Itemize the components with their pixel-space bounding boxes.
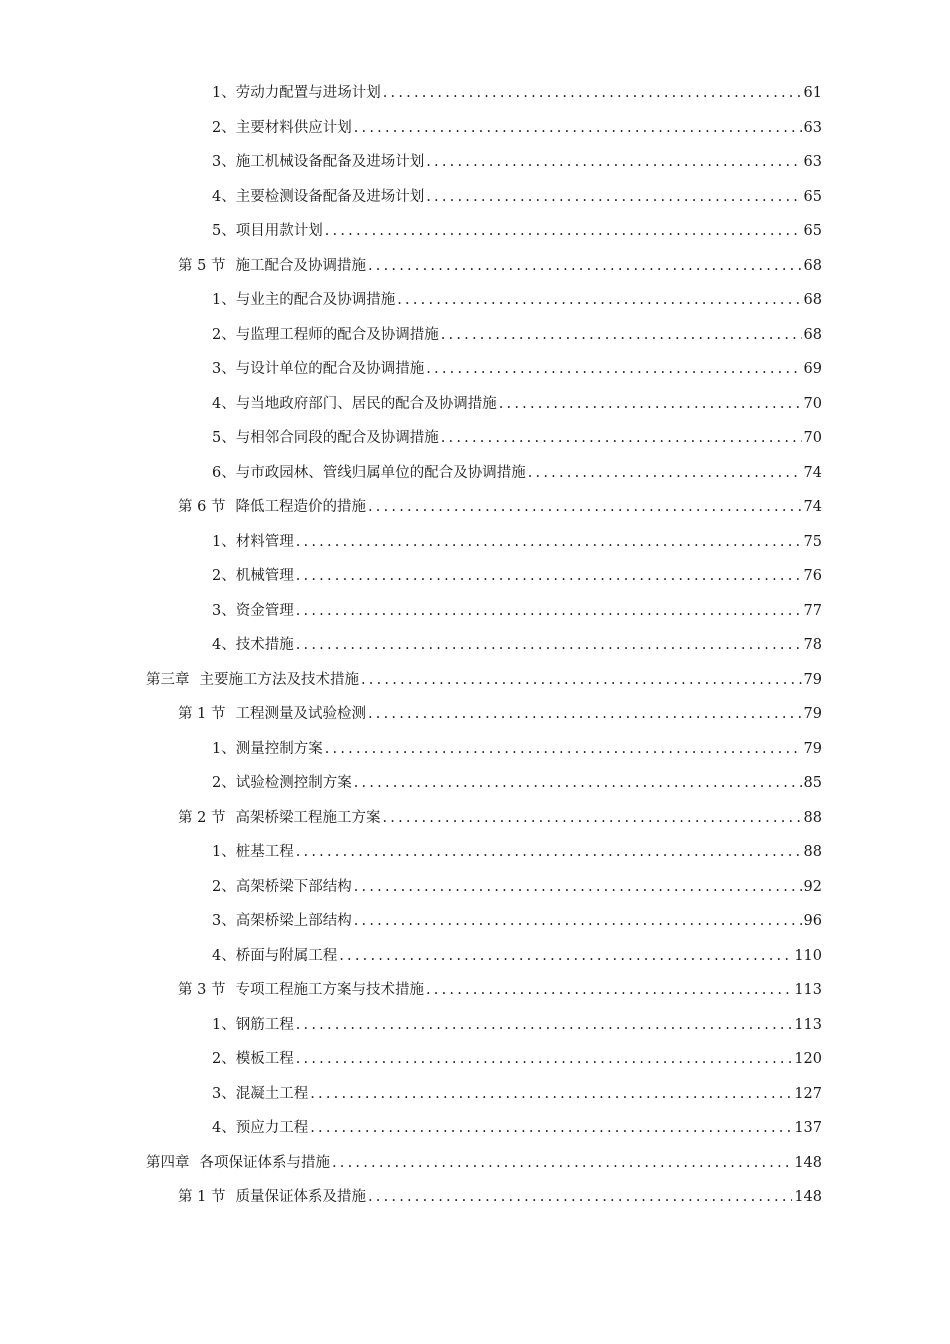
toc-entry-page-number: 120 [794,1051,822,1067]
toc-entry-title: 高架桥梁上部结构 [235,913,352,929]
toc-entry-number: 1、 [212,740,236,757]
toc-entry-title: 模板工程 [235,1051,294,1067]
toc-entry-number: 4、 [212,395,236,412]
toc-entry-section[interactable] [0,697,950,732]
toc-entry-item[interactable] [0,387,950,422]
toc-entry-section[interactable] [0,973,950,1008]
toc-entry-number: 第 3 节 [178,982,226,998]
dot-leader [354,121,802,136]
toc-entry-title: 与业主的配合及协调措施 [235,292,396,308]
toc-entry-title: 施工机械设备配备及进场计划 [235,154,425,170]
toc-entry-page-number: 75 [803,533,822,550]
toc-entry-number: 5、 [212,223,236,239]
toc-entry-title: 试验检测控制方案 [235,775,352,791]
toc-entry-page-number: 78 [803,637,822,653]
toc-entry-title: 测量控制方案 [235,740,323,757]
dot-leader [426,155,801,170]
dot-leader [339,949,792,964]
toc-entry-page-number: 65 [803,223,822,239]
toc-entry-title: 资金管理 [235,602,294,619]
toc-entry-item[interactable] [0,421,950,456]
toc-entry-number: 1、 [212,292,236,308]
dot-leader [368,259,802,274]
toc-entry-title: 与当地政府部门、居民的配合及协调措施 [235,395,497,412]
dot-leader [332,1156,792,1171]
toc-entry-page-number: 79 [803,740,822,757]
toc-entry-page-number: 79 [803,671,822,688]
toc-entry-title: 混凝土工程 [235,1085,309,1102]
toc-entry-title: 劳动力配置与进场计划 [235,85,381,101]
dot-leader [426,362,801,377]
dot-leader [296,638,802,653]
toc-entry-number: 1、 [212,844,236,860]
toc-entry-number: 第三章 [146,671,190,688]
dot-leader [296,1052,793,1067]
toc-entry-page-number: 65 [803,188,822,205]
toc-entry-item[interactable] [0,1111,950,1146]
dot-leader [426,190,801,205]
dot-leader [368,500,802,515]
toc-entry-item[interactable] [0,145,950,180]
toc-entry-item[interactable] [0,870,950,905]
toc-entry-item[interactable] [0,456,950,491]
toc-entry-item[interactable] [0,559,950,594]
toc-entry-number: 第四章 [146,1154,190,1171]
toc-entry-number: 1、 [212,533,236,550]
toc-entry-title: 机械管理 [235,568,294,584]
dot-leader [426,983,792,998]
dot-leader [325,224,802,239]
toc-entry-page-number: 88 [803,809,822,826]
toc-entry-number: 2、 [212,1051,236,1067]
toc-entry-number: 3、 [212,361,236,377]
toc-entry-title: 技术措施 [235,637,294,653]
dot-leader [397,293,801,308]
toc-entry-page-number: 110 [794,947,822,964]
dot-leader [354,880,802,895]
toc-entry-item[interactable] [0,111,950,146]
dot-leader [296,845,802,860]
toc-entry-page-number: 127 [794,1085,822,1102]
dot-leader [296,569,802,584]
toc-entry-page-number: 92 [803,878,822,895]
toc-entry-number: 第 1 节 [178,706,226,722]
toc-entry-page-number: 96 [803,913,822,929]
toc-entry-page-number: 113 [794,1016,822,1033]
toc-entry-item[interactable] [0,180,950,215]
toc-entry-page-number: 63 [803,154,822,170]
toc-entry-page-number: 88 [803,844,822,860]
toc-entry-page-number: 68 [803,257,822,274]
toc-entry-page-number: 69 [803,361,822,377]
toc-entry-item[interactable] [0,766,950,801]
toc-entry-chapter[interactable] [0,663,950,698]
dot-leader [368,1190,792,1205]
toc-entry-page-number: 61 [803,85,822,101]
toc-entry-title: 与监理工程师的配合及协调措施 [235,326,439,343]
toc-entry-number: 4、 [212,947,236,964]
toc-entry-title: 工程测量及试验检测 [235,706,366,722]
toc-entry-page-number: 137 [794,1120,822,1136]
table-of-contents [0,76,950,1215]
toc-entry-item[interactable] [0,904,950,939]
toc-entry-number: 1、 [212,85,236,101]
toc-entry-number: 2、 [212,775,236,791]
dot-leader [296,1018,793,1033]
toc-entry-title: 施工配合及协调措施 [235,257,366,274]
toc-entry-section[interactable] [0,1180,950,1215]
dot-leader [382,811,801,826]
dot-leader [310,1121,792,1136]
toc-entry-page-number: 74 [803,499,822,515]
toc-entry-title: 材料管理 [235,533,294,550]
toc-entry-title: 降低工程造价的措施 [235,499,366,515]
toc-entry-item[interactable] [0,352,950,387]
toc-entry-title: 预应力工程 [235,1120,309,1136]
dot-leader [528,466,802,481]
toc-entry-item[interactable] [0,214,950,249]
toc-entry-number: 4、 [212,188,236,205]
dot-leader [325,742,802,757]
toc-entry-number: 4、 [212,637,236,653]
toc-entry-item[interactable] [0,732,950,767]
toc-entry-item[interactable] [0,1008,950,1043]
toc-entry-title: 与设计单位的配合及协调措施 [235,361,425,377]
toc-entry-number: 第 2 节 [178,809,226,826]
dot-leader [368,707,802,722]
toc-entry-number: 1、 [212,1016,236,1033]
dot-leader [499,397,802,412]
toc-entry-page-number: 70 [803,395,822,412]
toc-entry-number: 5、 [212,430,236,446]
toc-entry-number: 2、 [212,119,236,136]
toc-entry-page-number: 63 [803,119,822,136]
toc-entry-number: 6、 [212,464,236,481]
toc-entry-item[interactable] [0,835,950,870]
toc-entry-item[interactable] [0,525,950,560]
toc-entry-item[interactable] [0,628,950,663]
dot-leader [354,776,802,791]
toc-entry-section[interactable] [0,801,950,836]
toc-entry-item[interactable] [0,939,950,974]
toc-entry-page-number: 70 [803,430,822,446]
toc-entry-item[interactable] [0,594,950,629]
toc-entry-page-number: 148 [794,1189,822,1205]
toc-entry-number: 第 1 节 [178,1189,226,1205]
toc-entry-title: 钢筋工程 [235,1016,294,1033]
toc-entry-title: 各项保证体系与措施 [199,1154,330,1171]
toc-entry-page-number: 148 [794,1154,822,1171]
toc-entry-number: 3、 [212,913,236,929]
toc-entry-number: 2、 [212,878,236,895]
toc-entry-number: 2、 [212,568,236,584]
toc-entry-item[interactable] [0,76,950,111]
toc-entry-item[interactable] [0,318,950,353]
toc-entry-title: 与相邻合同段的配合及协调措施 [235,430,439,446]
toc-entry-item[interactable] [0,1042,950,1077]
toc-entry-title: 桥面与附属工程 [235,947,338,964]
toc-entry-section[interactable] [0,249,950,284]
toc-entry-section[interactable] [0,490,950,525]
toc-entry-number: 第 5 节 [178,257,226,274]
dot-leader [354,914,802,929]
toc-entry-number: 3、 [212,154,236,170]
toc-entry-title: 主要施工方法及技术措施 [199,671,359,688]
toc-entry-title: 主要检测设备配备及进场计划 [235,188,425,205]
toc-entry-page-number: 74 [803,464,822,481]
toc-entry-page-number: 113 [794,982,822,998]
toc-entry-title: 主要材料供应计划 [235,119,352,136]
toc-entry-page-number: 77 [803,602,822,619]
toc-entry-number: 2、 [212,326,236,343]
toc-entry-page-number: 68 [803,326,822,343]
toc-entry-title: 与市政园林、管线归属单位的配合及协调措施 [235,464,526,481]
toc-entry-title: 高架桥梁工程施工方案 [235,809,381,826]
toc-entry-title: 高架桥梁下部结构 [235,878,352,895]
dot-leader [296,535,802,550]
dot-leader [441,431,802,446]
toc-entry-number: 3、 [212,602,236,619]
toc-entry-title: 项目用款计划 [235,223,323,239]
toc-entry-title: 专项工程施工方案与技术措施 [235,982,424,998]
toc-entry-item[interactable] [0,283,950,318]
dot-leader [296,604,802,619]
toc-entry-title: 质量保证体系及措施 [235,1189,366,1205]
dot-leader [361,673,802,688]
dot-leader [441,328,802,343]
toc-entry-page-number: 85 [803,775,822,791]
dot-leader [310,1087,792,1102]
toc-entry-page-number: 79 [803,706,822,722]
toc-entry-page-number: 76 [803,568,822,584]
toc-entry-chapter[interactable] [0,1146,950,1181]
toc-entry-number: 4、 [212,1120,236,1136]
dot-leader [383,86,802,101]
toc-entry-title: 桩基工程 [235,844,294,860]
toc-entry-page-number: 68 [803,292,822,308]
toc-entry-number: 3、 [212,1085,236,1102]
toc-entry-item[interactable] [0,1077,950,1112]
toc-entry-number: 第 6 节 [178,499,226,515]
